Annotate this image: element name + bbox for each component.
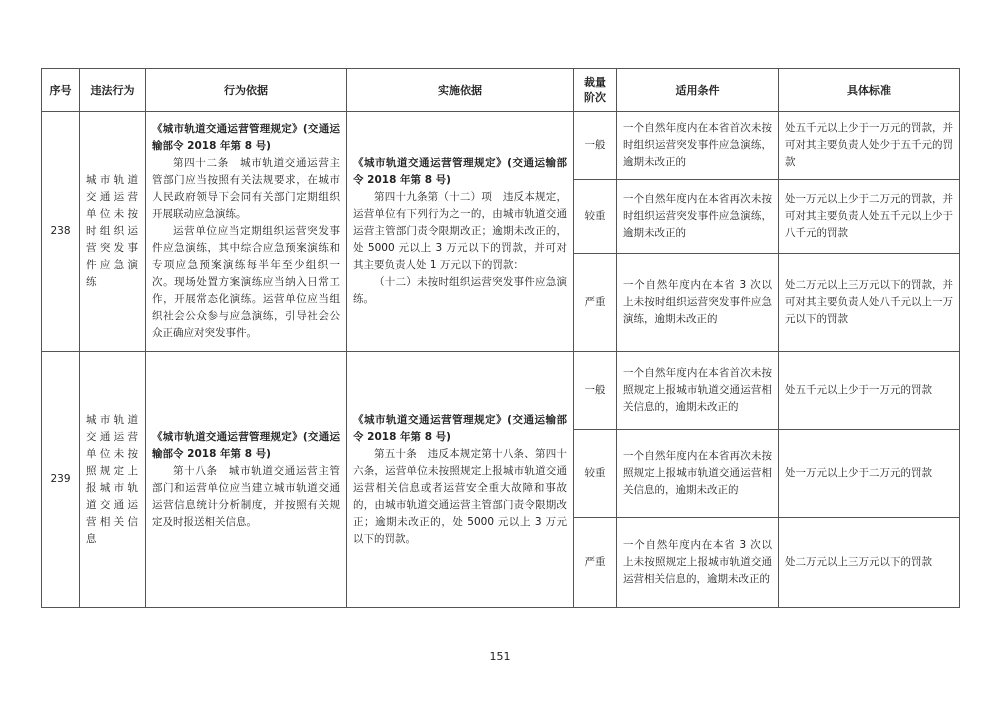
level-cell: 较重	[574, 430, 617, 518]
standard-cell: 处五千元以上少于一万元的罚款	[779, 352, 960, 430]
standard-cell: 处二万元以上三万元以下的罚款	[779, 518, 960, 608]
basis-paragraph: 第十八条 城市轨道交通运营主管部门和运营单位应当建立城市轨道交通运营信息统计分析制度，并按照有关规定及时报送相关信息。	[152, 464, 340, 528]
table-row	[42, 352, 960, 430]
row-impl	[347, 352, 574, 608]
condition-cell: 一个自然年度内在本省首次未按时组织运营突发事件应急演练，逾期未改正的	[617, 112, 779, 180]
row-basis	[146, 112, 347, 352]
standard-cell: 处二万元以上三万元以下的罚款，并可对其主要负责人处八千元以上一万元以下的罚款	[779, 254, 960, 352]
level-cell: 一般	[574, 352, 617, 430]
row-basis	[146, 352, 347, 608]
standard-cell: 处五千元以上少于一万元的罚款，并可对其主要负责人处少于五千元的罚款	[779, 112, 960, 180]
standard-cell: 处一万元以上少于二万元的罚款，并可对其主要负责人处五千元以上少于八千元的罚款	[779, 180, 960, 254]
condition-cell: 一个自然年度内在本省再次未按照规定上报城市轨道交通运营相关信息的，逾期未改正的	[617, 430, 779, 518]
basis-title: 《城市轨道交通运营管理规定》(交通运输部令 2018 年第 8 号)	[152, 123, 340, 152]
level-cell: 严重	[574, 254, 617, 352]
impl-paragraph: 第五十条 违反本规定第十八条、第四十六条，运营单位未按照规定上报城市轨道交通运营相关信息或者运营安全重大故障和事故的，由城市轨道交通运营主管部门责令限期改正；逾期未改正的，处 5000 元以上 3 万元以下的罚款。	[353, 447, 567, 545]
page-number: 151	[489, 650, 511, 663]
condition-cell: 一个自然年度内在本省再次未按时组织运营突发事件应急演练，逾期未改正的	[617, 180, 779, 254]
impl-paragraph: 第四十九条第（十二）项 违反本规定，运营单位有下列行为之一的，由城市轨道交通运营主管部门责令限期改正；逾期未改正的，处 5000 元以上 3 万元以下的罚款，并可对其主要负责人处 1 万元以下的罚款：	[353, 191, 567, 271]
header-violation: 违法行为	[80, 69, 146, 112]
header-cond: 适用条件	[617, 69, 779, 112]
standard-cell: 处一万元以上少于二万元的罚款	[779, 430, 960, 518]
table-row	[42, 112, 960, 180]
condition-cell: 一个自然年度内在本省 3 次以上未按时组织运营突发事件应急演练，逾期未改正的	[617, 254, 779, 352]
basis-title: 《城市轨道交通运营管理规定》(交通运输部令 2018 年第 8 号)	[152, 430, 340, 460]
penalty-table	[41, 68, 960, 608]
row-seq: 239	[42, 352, 80, 608]
level-cell: 一般	[574, 112, 617, 180]
level-cell: 严重	[574, 518, 617, 608]
header-seq: 序号	[42, 69, 80, 112]
row-violation: 城市轨道交通运营单位未按时组织运营突发事件应急演练	[80, 112, 146, 352]
level-cell: 较重	[574, 180, 617, 254]
header-level: 裁量阶次	[574, 69, 617, 112]
condition-cell: 一个自然年度内在本省 3 次以上未按照规定上报城市轨道交通运营相关信息的，逾期未改正的	[617, 518, 779, 608]
basis-paragraph: 运营单位应当定期组织运营突发事件应急演练，其中综合应急预案演练和专项应急预案演练每半年至少组织一次。现场处置方案演练应当纳入日常工作，开展常态化演练。运营单位应当组织社会公众参与应急演练，引导社会公众正确应对突发事件。	[152, 225, 340, 339]
row-seq: 238	[42, 112, 80, 352]
header-basis: 行为依据	[146, 69, 347, 112]
basis-paragraph: 第四十二条 城市轨道交通运营主管部门应当按照有关法规要求，在城市人民政府领导下会同有关部门定期组织开展联动应急演练。	[152, 157, 340, 220]
impl-title: 《城市轨道交通运营管理规定》(交通运输部令 2018 年第 8 号)	[353, 157, 567, 186]
impl-paragraph: （十二）未按时组织运营突发事件应急演练。	[353, 276, 567, 305]
row-impl	[347, 112, 574, 352]
header-std: 具体标准	[779, 69, 960, 112]
header-impl: 实施依据	[347, 69, 574, 112]
condition-cell: 一个自然年度内在本省首次未按照规定上报城市轨道交通运营相关信息的，逾期未改正的	[617, 352, 779, 430]
header-row	[42, 69, 960, 112]
row-violation: 城市轨道交通运营单位未按照规定上报城市轨道交通运营相关信息	[80, 352, 146, 608]
impl-title: 《城市轨道交通运营管理规定》(交通运输部令 2018 年第 8 号)	[353, 413, 567, 443]
